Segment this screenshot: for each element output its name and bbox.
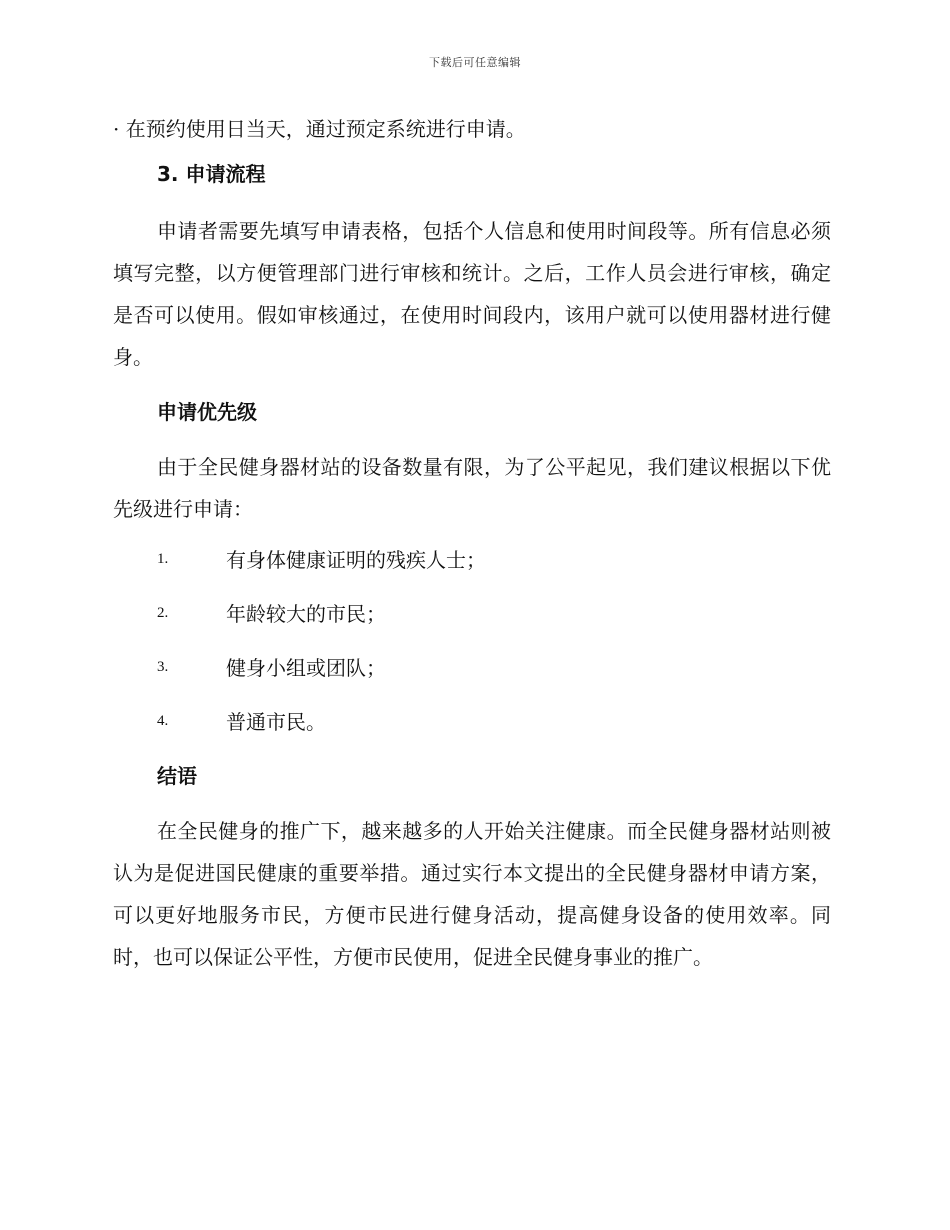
process-paragraph: 申请者需要先填写申请表格，包括个人信息和使用时间段等。所有信息必须填写完整，以方便管理部门进行审核和统计。之后，工作人员会进行审核，确定是否可以使用。假如审核通过，在使用时间段内，该用户就可以使用器材进行健身。 — [113, 219, 831, 369]
list-item-number: 4. — [157, 713, 169, 729]
priority-paragraph: 由于全民健身器材站的设备数量有限，为了公平起见，我们建议根据以下优先级进行申请： — [113, 455, 831, 521]
section-heading-conclusion: 结语 — [157, 764, 197, 788]
section-heading-process: 3. 申请流程 — [157, 162, 266, 186]
priority-list — [113, 548, 831, 734]
page-header: 下载后可任意编辑 — [429, 56, 521, 69]
list-item — [113, 710, 831, 734]
section-heading-priority: 申请优先级 — [157, 400, 257, 424]
conclusion-paragraph: 在全民健身的推广下，越来越多的人开始关注健康。而全民健身器材站则被认为是促进国民健康的重要举措。通过实行本文提出的全民健身器材申请方案，可以更好地服务市民，方便市民进行健身活动，提高健身设备的使用效率。同时，也可以保证公平性，方便市民使用，促进全民健身事业的推广。 — [113, 819, 831, 969]
list-item-text: 有身体健康证明的残疾人士； — [226, 548, 486, 572]
list-item-number: 1. — [157, 551, 169, 567]
list-item — [113, 548, 831, 572]
list-item-number: 3. — [157, 659, 169, 675]
bullet-paragraph: · 在预约使用日当天，通过预定系统进行申请。 — [113, 117, 526, 141]
list-item — [113, 602, 831, 626]
list-item — [113, 656, 831, 680]
document-body — [113, 108, 831, 978]
list-item-number: 2. — [157, 605, 169, 621]
list-item-text: 年龄较大的市民； — [226, 602, 386, 626]
list-item-text: 普通市民。 — [226, 710, 326, 734]
list-item-text: 健身小组或团队； — [226, 656, 386, 680]
